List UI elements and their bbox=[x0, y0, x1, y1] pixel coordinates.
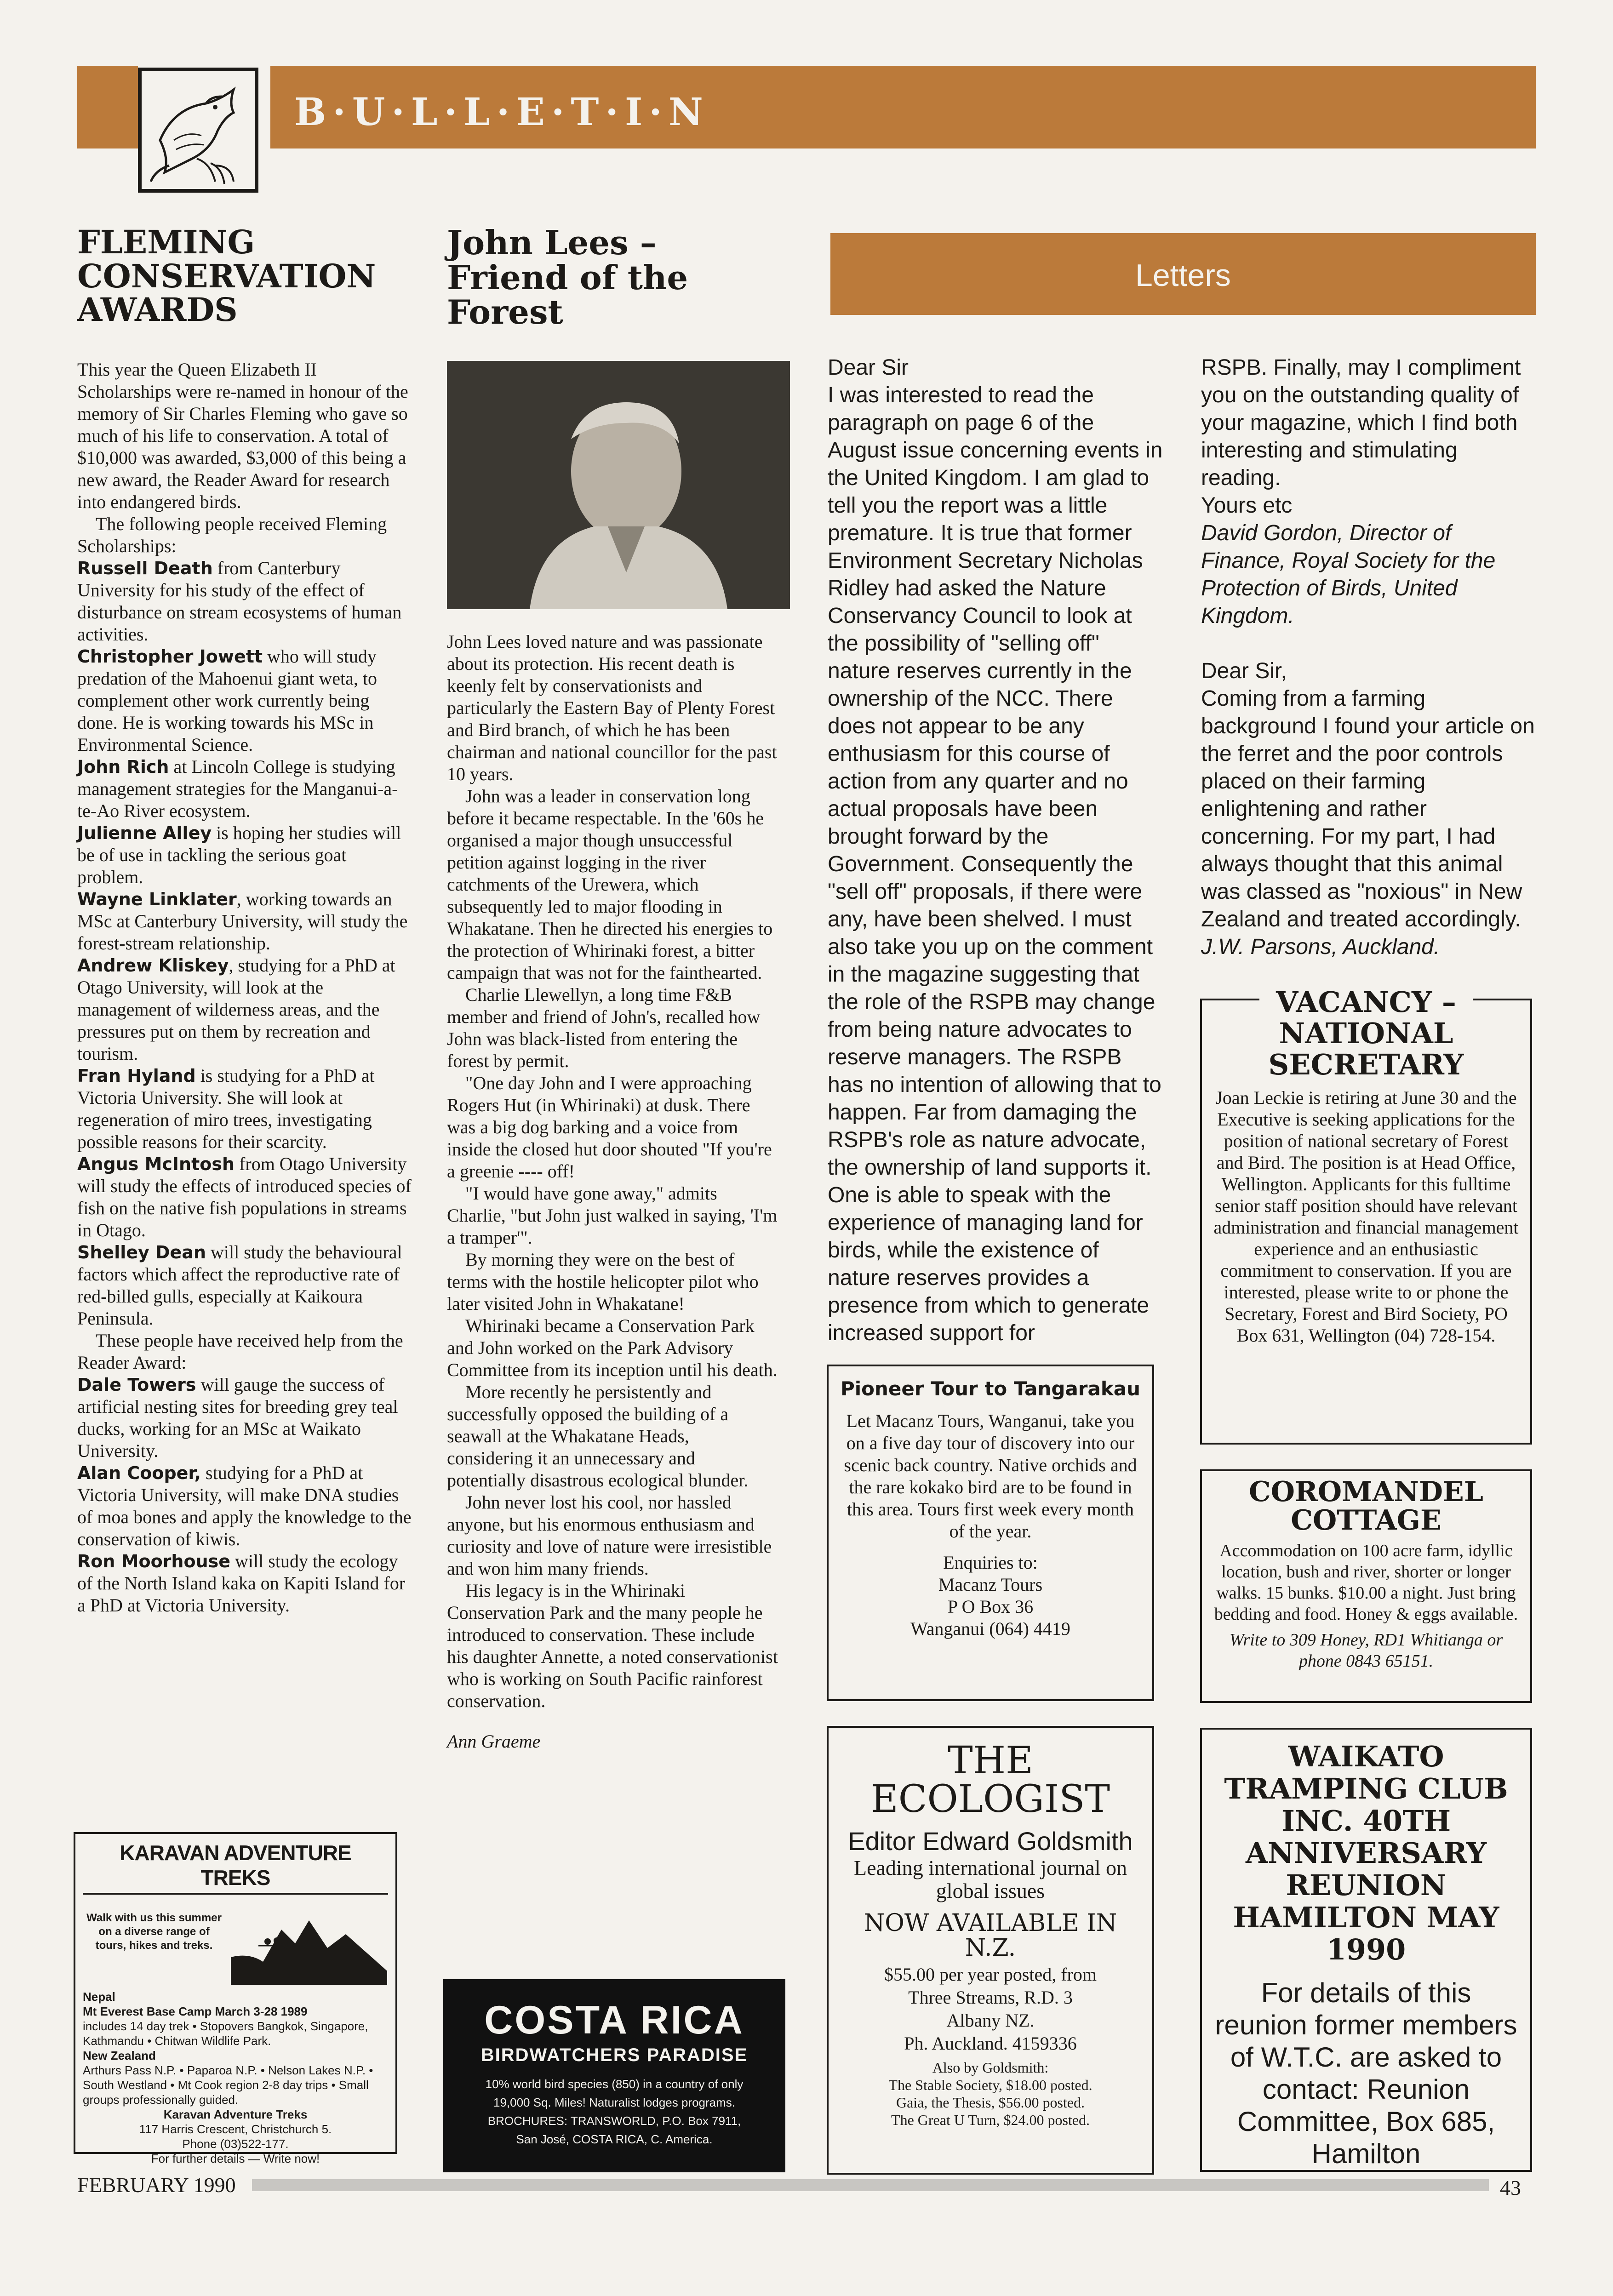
ecologist-book: The Stable Society, $18.00 posted. bbox=[888, 2077, 1092, 2093]
ecologist-price: $55.00 per year posted, from bbox=[884, 1964, 1097, 1985]
pioneer-title: Pioneer Tour to Tangarakau bbox=[840, 1377, 1141, 1400]
recipient-entry bbox=[77, 888, 413, 954]
vacancy-title-line: SECRETARY bbox=[1268, 1048, 1464, 1081]
ecologist-details bbox=[838, 1963, 1143, 2055]
reader-text: will gauge the success of artificial nesting sites for breeding grey teal ducks, working for an MSc at Waikato University. bbox=[77, 1374, 398, 1461]
lees-paragraph: "One day John and I were approaching Rogers Hut (in Whirinaki) at dusk. There was a big dog barking and a voice from inside the closed hut door shouted "If you're a greenie ---- off! bbox=[447, 1073, 772, 1182]
ecologist-book: The Great U Turn, $24.00 posted. bbox=[891, 2112, 1090, 2128]
bird-icon bbox=[142, 71, 255, 189]
recipient-text: who will study predation of the Mahoenui giant weta, to complement other work currently being done. He is working towards his MSc in Environmental Science. bbox=[77, 646, 378, 755]
karavan-address: 117 Harris Crescent, Christchurch 5. bbox=[139, 2122, 332, 2136]
costa-line: 10% world bird species (850) in a country of only bbox=[485, 2077, 744, 2091]
recipient-entry bbox=[77, 822, 413, 888]
letter-2-signature: J.W. Parsons, Auckland. bbox=[1201, 935, 1440, 959]
recipient-text: is studying for a PhD at Victoria University. She will look at regeneration of miro trees, investigating possible reasons for their scarcity. bbox=[77, 1065, 375, 1152]
ecologist-title bbox=[838, 1739, 1143, 1821]
letter-signature: David Gordon, Director of Finance, Royal Society for the Protection of Birds, United Kingdom. bbox=[1201, 521, 1496, 628]
ecologist-tagline: Leading international journal on global issues bbox=[854, 1856, 1127, 1902]
costa-line: BROCHURES: TRANSWORLD, P.O. Box 7911, bbox=[487, 2114, 741, 2128]
costa-title: COSTA RICA bbox=[484, 1998, 744, 2042]
recipient-entry bbox=[77, 954, 413, 1065]
pioneer-contact bbox=[838, 1552, 1143, 1640]
pioneer-enquiries: Enquiries to: bbox=[943, 1552, 1038, 1573]
recipient-entry bbox=[77, 756, 413, 822]
ecologist-ad bbox=[827, 1726, 1154, 2175]
karavan-nz-head: New Zealand bbox=[83, 2049, 156, 2062]
recipient-text: will study the behavioural factors which affect the reproductive rate of red-billed gulls, especially at Kaikoura Peninsula. bbox=[77, 1242, 402, 1329]
recipient-name: Wayne Linklater bbox=[77, 889, 237, 909]
recipient-entry bbox=[77, 645, 413, 756]
pioneer-text: Let Macanz Tours, Wanganui, take you on a five day tour of discovery into our scenic back country. Native orchids and the rare kokako bird are to be found in this area. Tours first week every month of the year. bbox=[844, 1411, 1137, 1542]
lees-paragraph: John was a leader in conservation long before it became respectable. In the '60s he organised a major though unsuccessful petition against logging in the river catchments of the Urewera, which subsequently led to major flooding in Whakatane. Then he directed his energies to the protection of Whirinaki forest, a bitter campaign that was not for the fainthearted. bbox=[447, 786, 773, 983]
fleming-title-line: CONSERVATION bbox=[77, 257, 376, 295]
lees-paragraph: His legacy is in the Whirinaki Conservation Park and the many people he introduced to conservation. These include his daughter Annette, a noted conservationist who is working on South Pacific rainforest conservation. bbox=[447, 1580, 778, 1711]
ecologist-books bbox=[838, 2059, 1143, 2129]
coromandel-text: Accommodation on 100 acre farm, idyllic location, bush and river, shorter or longer walks. 15 bunks. $10.00 a night. Just bring bedding and food. Honey & eggs available. bbox=[1214, 1541, 1518, 1624]
recipient-entry bbox=[77, 1153, 413, 1241]
pioneer-address: Wanganui (064) 4419 bbox=[910, 1618, 1070, 1639]
vacancy-title bbox=[1259, 987, 1473, 1080]
karavan-nepal-head: Nepal bbox=[83, 1990, 115, 2004]
fleming-intro: This year the Queen Elizabeth II Scholarships were re-named in honour of the memory of Sir Charles Fleming who gave so much of his life to conservation. A total of $10,000 was awarded, $3,000 of this being a new award, the Reader Award for research into endangered birds. bbox=[77, 359, 408, 512]
letter-1-continued bbox=[1201, 354, 1537, 961]
lees-title bbox=[447, 225, 688, 330]
lees-paragraph: John Lees loved nature and was passionate about its protection. His recent death is keenly felt by conservationists and particularly the Eastern Bay of Plenty Forest and Bird branch, of which he has been chairman and national councillor for the past 10 years. bbox=[447, 631, 777, 784]
lees-paragraph: By morning they were on the best of terms with the hostile helicopter pilot who later visited John in Whakatane! bbox=[447, 1249, 759, 1314]
lees-title-line: Forest bbox=[447, 292, 563, 332]
karavan-nepal-sub: Mt Everest Base Camp March 3-28 1989 bbox=[83, 2005, 308, 2018]
karavan-phone: Phone (03)522-177. bbox=[182, 2137, 289, 2151]
coromandel-title bbox=[1210, 1478, 1522, 1535]
reader-name: Dale Towers bbox=[77, 1375, 196, 1395]
letter-closing: Yours etc bbox=[1201, 493, 1293, 518]
pioneer-ad bbox=[827, 1365, 1154, 1701]
waikato-title: WAIKATO TRAMPING CLUB INC. 40TH ANNIVERSARY REUNION HAMILTON MAY 1990 bbox=[1224, 1740, 1508, 1966]
recipient-name: Fran Hyland bbox=[77, 1066, 196, 1086]
footer-date: FEBRUARY 1990 bbox=[77, 2173, 236, 2197]
pioneer-address: Macanz Tours bbox=[938, 1574, 1043, 1595]
waikato-ad bbox=[1200, 1728, 1532, 2172]
costa-line: San José, COSTA RICA, C. America. bbox=[516, 2132, 713, 2146]
landscape-icon bbox=[231, 1902, 387, 1985]
karavan-nepal-text: includes 14 day trek • Stopovers Bangkok, Singapore, Kathmandu • Chitwan Wildlife Park. bbox=[83, 2019, 368, 2048]
karavan-ad bbox=[74, 1832, 397, 2165]
ecologist-avail: NOW AVAILABLE IN N.Z. bbox=[864, 1909, 1117, 1962]
recipient-text: , working towards an MSc at Canterbury University, will study the forest-stream relationship. bbox=[77, 889, 408, 954]
ecologist-title-line: ECOLOGIST bbox=[870, 1777, 1110, 1821]
vacancy-ad bbox=[1200, 985, 1532, 1445]
recipient-text: from Otago University will study the effects of introduced species of fish on the native fish populations in streams in Otago. bbox=[77, 1154, 412, 1240]
recipient-entry bbox=[77, 1241, 413, 1330]
letter-2-salutation: Dear Sir, bbox=[1201, 659, 1287, 683]
masthead-left-block bbox=[77, 66, 138, 148]
fleming-title bbox=[77, 225, 376, 327]
recipient-text: , studying for a PhD at Otago University, will look at the management of wilderness areas, and the pressures put on them by recreation and tourism. bbox=[77, 955, 395, 1064]
ecologist-also: Also by Goldsmith: bbox=[932, 2059, 1049, 2076]
masthead-title: B·U·L·L·E·T·I·N bbox=[294, 90, 709, 134]
reader-text: will study the ecology of the North Island kaka on Kapiti Island for a PhD at Victoria University. bbox=[77, 1551, 406, 1616]
ecologist-address: Albany NZ. bbox=[946, 2010, 1035, 2031]
reader-entry bbox=[77, 1550, 413, 1616]
lees-paragraph: Charlie Llewellyn, a long time F&B member and friend of John's, recalled how John was black-listed from entering the forest by permit. bbox=[447, 984, 761, 1071]
recipient-name: Julienne Alley bbox=[77, 823, 212, 843]
reader-text: studying for a PhD at Victoria University, will make DNA studies of moa bones and apply the knowledge to the conservation of kiwis. bbox=[77, 1462, 412, 1549]
recipient-text: from Canterbury University for his study of the effect of disturbance on stream ecosystems of human activities. bbox=[77, 558, 402, 645]
karavan-title: KARAVAN ADVENTURE TREKS bbox=[83, 1840, 388, 1895]
lees-paragraph: Whirinaki became a Conservation Park and John worked on the Park Advisory Committee from its inception until his death. bbox=[447, 1315, 778, 1380]
letter-1 bbox=[828, 354, 1163, 1347]
recipient-name: Christopher Jowett bbox=[77, 646, 263, 667]
page-number: 43 bbox=[1500, 2176, 1521, 2199]
lees-portrait bbox=[447, 361, 790, 609]
reader-entry bbox=[77, 1374, 413, 1462]
ecologist-address: Three Streams, R.D. 3 bbox=[908, 1987, 1073, 2008]
fleming-lead2: These people have received help from the Reader Award: bbox=[77, 1330, 403, 1373]
pioneer-address: P O Box 36 bbox=[947, 1596, 1034, 1617]
karavan-cta: For further details — Write now! bbox=[151, 2152, 320, 2165]
karavan-top-row bbox=[83, 1902, 388, 1985]
ecologist-book: Gaia, the Thesis, $56.00 posted. bbox=[896, 2094, 1085, 2111]
lees-title-line: Friend of the bbox=[447, 257, 688, 297]
lees-title-line: John Lees – bbox=[447, 223, 657, 262]
fleming-lead: The following people received Fleming Scholarships: bbox=[77, 514, 387, 556]
vacancy-title-line: NATIONAL bbox=[1279, 1017, 1453, 1050]
lees-paragraph: John never lost his cool, nor hassled anyone, but his enormous enthusiasm and curiosity and love of nature were irresistible and won him many friends. bbox=[447, 1492, 772, 1579]
bird-logo bbox=[138, 68, 258, 193]
coromandel-contact: Write to 309 Honey, RD1 Whitianga or phone 0843 65151. bbox=[1229, 1630, 1503, 1671]
costa-rica-ad bbox=[443, 1979, 785, 2172]
fleming-title-line: AWARDS bbox=[77, 291, 238, 329]
fleming-article bbox=[77, 359, 413, 1616]
letters-title: Letters bbox=[1135, 258, 1231, 293]
karavan-company: Karavan Adventure Treks bbox=[163, 2108, 308, 2121]
karavan-body bbox=[83, 1989, 388, 2166]
recipient-entry bbox=[77, 557, 413, 645]
fleming-title-line: FLEMING bbox=[77, 223, 255, 261]
recipient-name: Russell Death bbox=[77, 558, 213, 578]
recipient-name: Andrew Kliskey bbox=[77, 955, 229, 976]
lees-article bbox=[447, 631, 778, 1753]
letter-body-cont: RSPB. Finally, may I compliment you on the outstanding quality of your magazine, which I find both interesting and stimulating reading. bbox=[1201, 355, 1521, 490]
recipient-text: at Lincoln College is studying management strategies for the Manganui-a-te-Ao River ecosystem. bbox=[77, 756, 398, 821]
waikato-text: For details of this reunion former members of W.T.C. are asked to contact: Reunion Committee, Box 685, Hamilton bbox=[1215, 1977, 1517, 2169]
letter-body: I was interested to read the paragraph on page 6 of the August issue concerning events in the United Kingdom. I am glad to tell you the report was a little premature. It is true that former Environment Secretary Nicholas Ridley had asked the Nature Conservancy Council to look at the possibility of "selling off" nature reserves currently in the ownership of the NCC. There does not appear to be any enthusiasm for this course of action from any quarter and no actual proposals have been brought forward by the Government. Consequently the "sell off" proposals, if there were any, have been shelved. I must also take you up on the comment in the magazine suggesting that the role of the RSPB may change from being nature advocates to reserve managers. The RSPB has no intention of allowing that to happen. Far from damaging the RSPB's role as nature advocate, the ownership of land supports it. One is able to speak with the experience of managing land for birds, while the existence of nature reserves provides a presence from which to generate increased support for bbox=[828, 383, 1163, 1345]
portrait-photo bbox=[447, 361, 790, 609]
recipient-name: Shelley Dean bbox=[77, 1242, 206, 1262]
recipient-name: Angus McIntosh bbox=[77, 1154, 235, 1174]
costa-line: 19,000 Sq. Miles! Naturalist lodges programs. bbox=[493, 2096, 736, 2109]
coromandel-title-line: COTTAGE bbox=[1291, 1504, 1441, 1536]
vacancy-title-line: VACANCY – bbox=[1276, 985, 1456, 1019]
vacancy-text: Joan Leckie is retiring at June 30 and the Executive is seeking applications for the position of national secretary of Forest and Bird. The position is at Head Office, Wellington. Applicants for this fulltime senior staff position should have relevant administration and financial management experience and an enthusiastic commitment to conservation. If you are interested, please write to or phone the Secretary, Forest and Bird Society, PO Box 631, Wellington (04) 728-154. bbox=[1213, 1087, 1519, 1346]
karavan-illustration bbox=[231, 1902, 387, 1985]
reader-name: Alan Cooper, bbox=[77, 1463, 201, 1483]
recipient-text: is hoping her studies will be of use in tackling the serious goat problem. bbox=[77, 822, 401, 887]
ecologist-title-line: THE bbox=[947, 1739, 1034, 1782]
recipient-name: John Rich bbox=[77, 757, 169, 777]
coromandel-title-line: COROMANDEL bbox=[1249, 1476, 1483, 1508]
letter-2-body: Coming from a farming background I found your article on the ferret and the poor controls placed on their farming enlightening and rather concerning. For my part, I had always thought that this animal was classed as "noxious" in New Zealand and treated accordingly. bbox=[1201, 686, 1535, 931]
karavan-tagline: Walk with us this summer on a diverse range of tours, hikes and treks. bbox=[86, 1912, 222, 1952]
ecologist-phone: Ph. Auckland. 4159336 bbox=[904, 2033, 1077, 2054]
letter-salutation: Dear Sir bbox=[828, 355, 909, 380]
lees-paragraph: "I would have gone away," admits Charlie, "but John just walked in saying, 'I'm a tramper'". bbox=[447, 1183, 778, 1248]
lees-paragraph: More recently he persistently and successfully opposed the building of a seawall at the Whakatane Heads, considering it an unnecessary and potentially disastrous ecological blunder. bbox=[447, 1382, 749, 1491]
karavan-nz-text: Arthurs Pass N.P. • Paparoa N.P. • Nelson Lakes N.P. • South Westland • Mt Cook region 2-8 day trips • Small groups professionally guided. bbox=[83, 2063, 373, 2107]
reader-entry bbox=[77, 1462, 413, 1550]
lees-byline: Ann Graeme bbox=[447, 1731, 541, 1752]
costa-subtitle: BIRDWATCHERS PARADISE bbox=[480, 2045, 748, 2065]
coromandel-ad bbox=[1200, 1469, 1532, 1703]
costa-body bbox=[443, 2075, 785, 2148]
recipient-entry bbox=[77, 1065, 413, 1153]
ecologist-editor: Editor Edward Goldsmith bbox=[848, 1827, 1133, 1856]
reader-name: Ron Moorhouse bbox=[77, 1551, 231, 1571]
footer-rule bbox=[252, 2179, 1489, 2191]
